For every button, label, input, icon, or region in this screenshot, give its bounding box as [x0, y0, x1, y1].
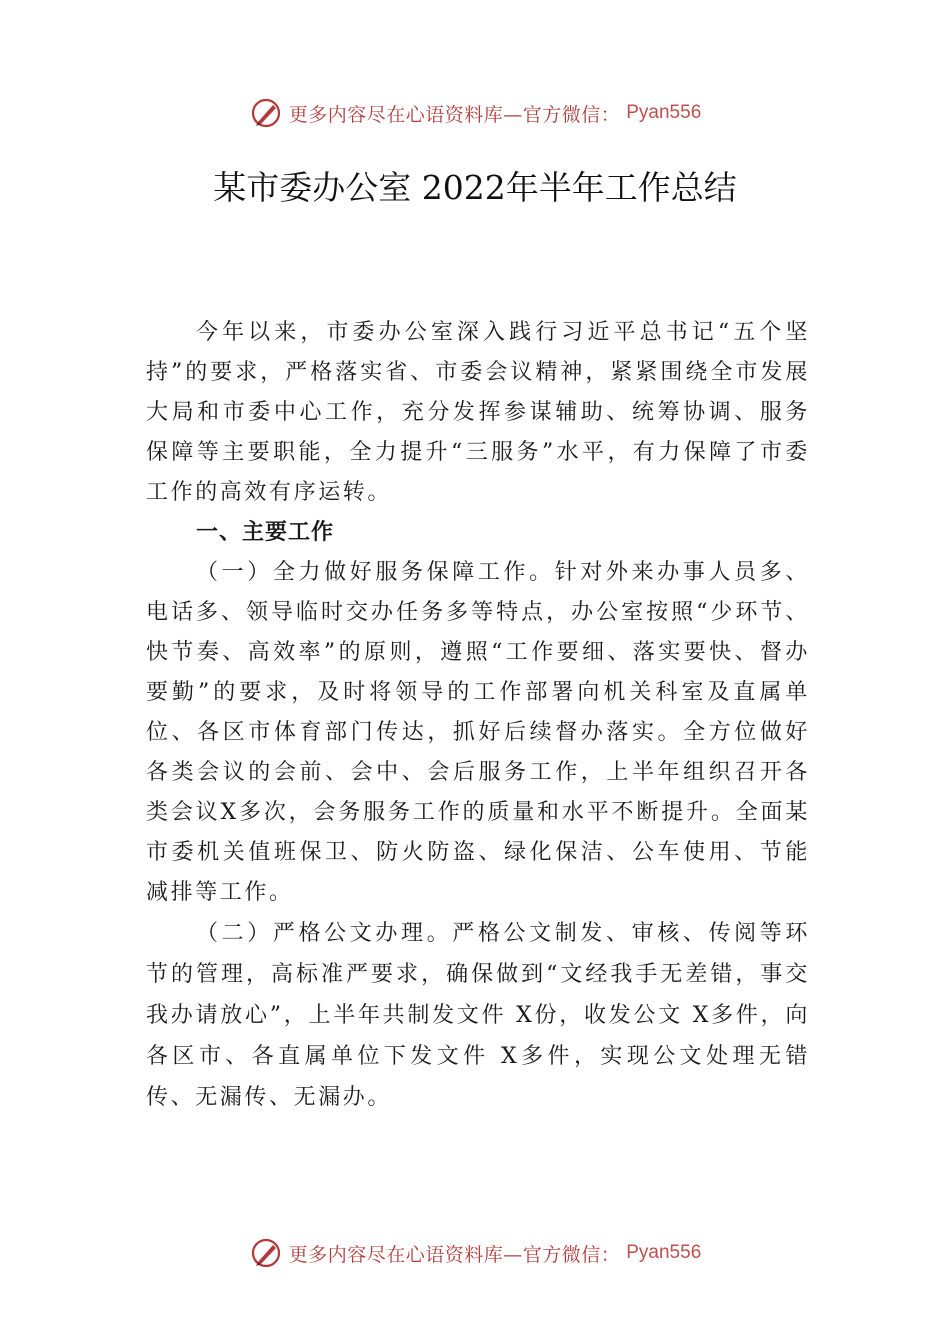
watermark-wechat-id: Pyan556 — [626, 1242, 702, 1263]
section-heading: 一、主要工作 — [196, 520, 335, 545]
pen-logo-icon — [249, 1236, 283, 1270]
watermark-wechat-id: Pyan556 — [626, 102, 702, 123]
pen-logo-icon — [249, 96, 283, 130]
document-title: 某市委办公室 2022年半年工作总结 — [213, 168, 737, 207]
watermark-text: 更多内容尽在心语资料库—官方微信： — [288, 1243, 621, 1266]
watermark-banner-bottom — [0, 1236, 950, 1270]
intro-paragraph: 今年以来，市委办公室深入践行习近平总书记“五个坚持”的要求，严格落实省、市委会议精神，紧紧围绕全市发展大局和市委中心工作，充分发挥参谋辅助、统筹协调、服务保障等主要职能，全力提升“三服务”水平，有力保障了市委工作的高效有序运转。 — [146, 320, 810, 505]
document-body — [146, 313, 810, 1118]
item-paragraph-2: （二）严格公文办理。严格公文制发、审核、传阅等环节的管理，高标准严要求，确保做到“文经我手无差错，事交我办请放心”，上半年共制发文件 X份，收发公文 X多件，向各区市、各直属单位下发文件 X多件，实现公文处理无错传、无漏传、无漏办。 — [146, 921, 810, 1110]
watermark-banner-top — [0, 96, 950, 130]
watermark-text: 更多内容尽在心语资料库—官方微信： — [288, 103, 621, 126]
item-paragraph-1: （一）全力做好服务保障工作。针对外来办事人员多、电话多、领导临时交办任务多等特点，办公室按照“少环节、快节奏、高效率”的原则，遵照“工作要细、落实要快、督办要勤”的要求，及时将领导的工作部署向机关科室及直属单位、各区市体育部门传达，抓好后续督办落实。全方位做好各类会议的会前、会中、会后服务工作，上半年组织召开各类会议X多次，会务服务工作的质量和水平不断提升。全面某市委机关值班保卫、防火防盗、绿化保洁、公车使用、节能减排等工作。 — [146, 560, 810, 905]
